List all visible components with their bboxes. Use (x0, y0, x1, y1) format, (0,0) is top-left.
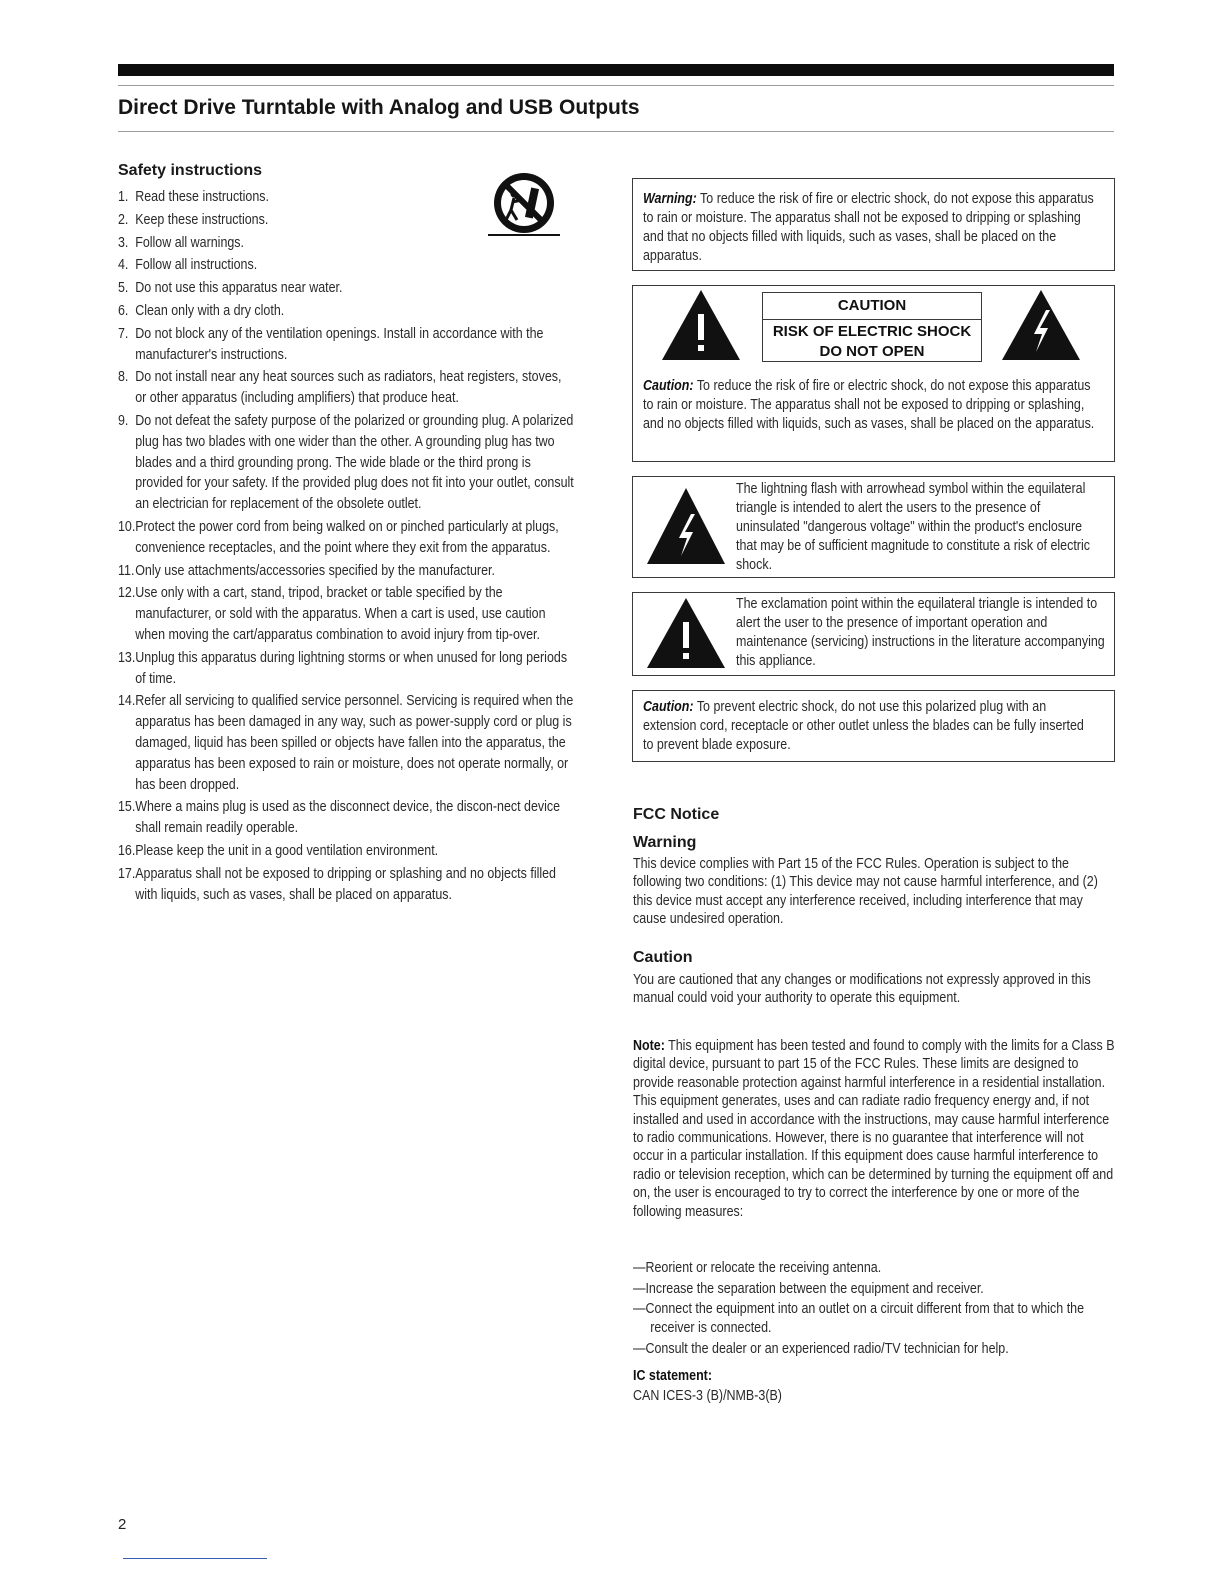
list-item (118, 411, 574, 515)
list-item (118, 301, 574, 322)
item-text: Please keep the unit in a good ventilation environment. (135, 842, 439, 859)
warning-lead: Warning: (643, 191, 697, 207)
item-number: 15. (118, 799, 136, 816)
list-item: —Reorient or relocate the receiving antenna. (633, 1260, 882, 1276)
page-number: 2 (118, 1516, 127, 1533)
list-item (118, 255, 574, 276)
item-text: Clean only with a dry cloth. (135, 302, 285, 319)
item-text: Protect the power cord from being walked on or pinched particularly at plugs, convenience receptacles, and the point where they exit from the apparatus. (135, 518, 559, 556)
item-number: 5. (118, 280, 129, 297)
item-number: 8. (118, 369, 129, 386)
item-text: Apparatus shall not be exposed to dripping or splashing and no objects filled with liquids, such as vases, shall be placed on apparatus. (135, 865, 557, 903)
list-item (118, 210, 574, 231)
fcc-note-text (633, 1037, 1115, 1221)
list-item (118, 324, 574, 366)
warning-box-text (643, 190, 1095, 266)
item-text: Do not use this apparatus near water. (135, 280, 343, 297)
safety-heading: Safety instructions (118, 162, 263, 179)
caution-label-title: CAUTION (763, 293, 981, 320)
ic-statement-heading: IC statement: (633, 1368, 712, 1384)
item-number: 7. (118, 325, 129, 342)
item-number: 6. (118, 302, 129, 319)
list-item (118, 864, 574, 906)
list-item (118, 233, 574, 254)
caution-body: To reduce the risk of fire or electric shock, do not expose this apparatus to rain or moisture. The apparatus shall not be exposed to dripping or splashing, and no objects filled with liquids, such as vases, shall be placed on the apparatus. (643, 378, 1095, 432)
fcc-caution-text: You are cautioned that any changes or modifications not expressly approved in this manual could void your authority to operate this equipment. (633, 972, 1091, 1007)
lightning-triangle-icon (1000, 288, 1082, 362)
lightning-triangle-icon (645, 486, 727, 566)
item-number: 16. (118, 842, 136, 859)
item-text: Refer all servicing to qualified service personnel. Servicing is required when the apparatus has been damaged in any way, such as power-supply cord or plug is damaged, liquid has been spilled or objects have fallen into the apparatus, the apparatus has been exposed to rain or moisture, does not operate normally, or has been dropped. (135, 693, 574, 793)
fcc-measures-list (633, 1259, 1115, 1360)
fcc-warning-text: This device complies with Part 15 of the FCC Rules. Operation is subject to the following two conditions: (1) This device may not cause harmful interference, and (2) this device must accept any interference received, including interference that may cause undesired operation. (633, 856, 1098, 928)
item-number: 11. (118, 562, 135, 579)
item-number: 9. (118, 412, 129, 429)
item-text: Do not block any of the ventilation openings. Install in accordance with the manufacturer's instructions. (135, 325, 544, 363)
exclamation-triangle-icon (660, 288, 742, 362)
list-item: —Connect the equipment into an outlet on a circuit different from that to which the receiver is connected. (633, 1301, 1085, 1336)
caution-box-text (643, 377, 1095, 434)
item-number: 14. (118, 693, 136, 710)
item-text: Unplug this apparatus during lightning storms or when unused for long periods of time. (135, 649, 568, 687)
item-number: 12. (118, 585, 136, 602)
list-item (118, 517, 574, 559)
lightning-box-text: The lightning flash with arrowhead symbol within the equilateral triangle is intended to alert the users to the presence of uninsulated "dangerous voltage" within the product's enclosure that may be of sufficient magnitude to constitute a risk of electric shock. (736, 481, 1090, 573)
item-number: 17. (118, 865, 136, 882)
list-item (118, 648, 574, 690)
item-number: 10. (118, 518, 136, 535)
item-text: Only use attachments/accessories specified by the manufacturer. (135, 562, 495, 579)
list-item (118, 583, 574, 645)
fcc-warning-heading: Warning (633, 834, 697, 851)
exclamation-triangle-icon (645, 596, 727, 670)
list-item (118, 841, 574, 862)
list-item (118, 797, 574, 839)
list-item: —Consult the dealer or an experienced radio/TV technician for help. (633, 1340, 1009, 1357)
list-item: —Increase the separation between the equipment and receiver. (633, 1280, 984, 1297)
item-number: 2. (118, 211, 129, 228)
list-item (118, 278, 574, 299)
fcc-note-body: This equipment has been tested and found to comply with the limits for a Class B digital device, pursuant to part 15 of the FCC Rules. These limits are designed to provide reasonable protection against harmful interference in a residential installation. This equipment generates, uses and can radiate radio frequency energy and, if not installed and used in accordance with the instructions, may cause harmful interference to radio communications. However, there is no guarantee that interference will not occur in a particular installation. If this equipment does cause harmful interference to radio or television reception, which can be determined by turning the equipment off and on, the user is encouraged to try to correct the interference by one or more of the following measures: (633, 1038, 1115, 1220)
plug-caution-lead: Caution: (643, 699, 694, 715)
item-number: 4. (118, 257, 129, 274)
warning-body: To reduce the risk of fire or electric shock, do not expose this apparatus to rain or moisture. The apparatus shall not be exposed to dripping or splashing and that no objects filled with liquids, such as vases, shall be placed on the apparatus. (643, 191, 1094, 264)
title-rule (118, 131, 1114, 132)
plug-caution-body: To prevent electric shock, do not use this polarized plug with an extension cord, receptacle or other outlet unless the blades can be fully inserted to prevent blade exposure. (643, 699, 1084, 753)
plug-caution-text (643, 698, 1095, 755)
item-text: Follow all warnings. (135, 234, 245, 251)
list-item (118, 561, 574, 582)
item-text: Read these instructions. (135, 189, 269, 205)
item-text: Use only with a cart, stand, tripod, bracket or table specified by the manufacturer, or sold with the apparatus. When a cart is used, use caution when moving the cart/apparatus combination to avoid injury from tip-over. (135, 585, 546, 643)
list-item (118, 691, 574, 795)
exclamation-box-text: The exclamation point within the equilateral triangle is intended to alert the user to the presence of important operation and maintenance (servicing) instructions in the literature accompanying this appliance. (736, 596, 1105, 669)
list-item (118, 187, 574, 208)
item-number: 13. (118, 649, 136, 666)
item-text: Follow all instructions. (135, 257, 258, 274)
item-number: 1. (118, 189, 129, 205)
caution-label (762, 292, 982, 362)
fcc-note-lead: Note: (633, 1038, 665, 1054)
header-rule (118, 85, 1114, 86)
page-title: Direct Drive Turntable with Analog and USB Outputs (118, 96, 640, 119)
caution-lead: Caution: (643, 378, 694, 394)
fcc-heading: FCC Notice (633, 806, 720, 823)
header-bar (118, 64, 1114, 76)
fcc-caution-heading: Caution (633, 949, 693, 966)
item-text: Do not defeat the safety purpose of the polarized or grounding plug. A polarized plug has two blades with one wider than the other. A grounding plug has two blades and a third grounding prong. The wide blade or the third prong is provided for your safety. If the provided plug does not fit into your outlet, consult an electrician for replacement of the obsolete outlet. (135, 412, 574, 513)
item-text: Keep these instructions. (135, 211, 269, 228)
item-number: 3. (118, 234, 129, 251)
ic-statement-text: CAN ICES-3 (B)/NMB-3(B) (633, 1388, 782, 1404)
caution-label-line2: DO NOT OPEN (819, 343, 925, 360)
list-item (118, 367, 574, 409)
caution-label-line1: RISK OF ELECTRIC SHOCK (772, 323, 972, 340)
safety-list (118, 187, 574, 907)
item-text: Where a mains plug is used as the disconnect device, the discon-nect device shall remain readily operable. (135, 799, 561, 837)
footer-rule (123, 1558, 267, 1559)
item-text: Do not install near any heat sources such as radiators, heat registers, stoves, or other apparatus (including amplifiers) that produce heat. (135, 369, 562, 407)
